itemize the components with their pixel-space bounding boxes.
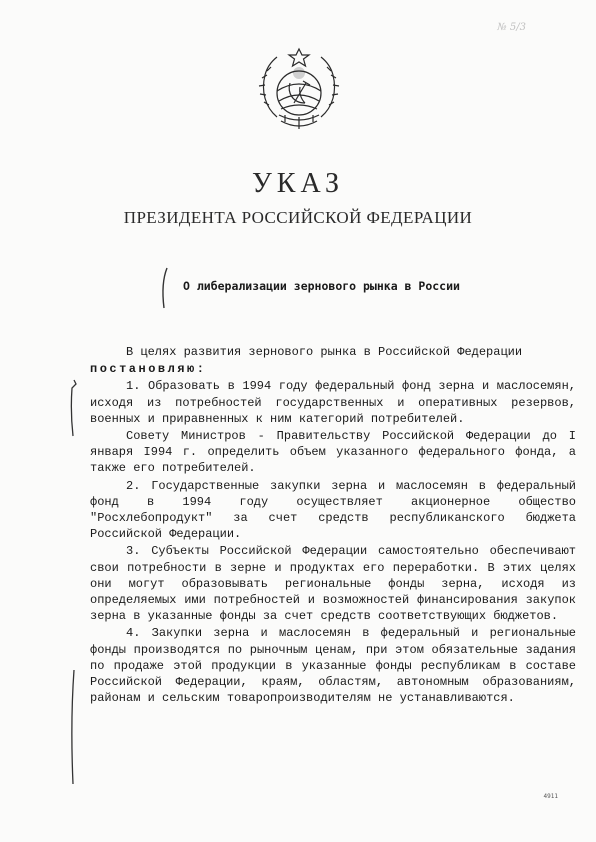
clause-2-paragraph: 2. Государственные закупки зерна и маслосемян в федеральный фонд в 1994 году осуществляет акционерное общество "Росхлебопродукт" за счет средств республиканского бюджета Российской Федерации. (90, 478, 576, 542)
margin-pen-mark-icon (160, 266, 170, 310)
footer-mark: 4911 (543, 793, 558, 800)
preamble-paragraph: В целях развития зернового рынка в Российской Федерации (126, 345, 523, 359)
decree-subtitle: ПРЕЗИДЕНТА РОССИЙСКОЙ ФЕДЕРАЦИИ (123, 208, 473, 227)
clause-1-paragraph: 1. Образовать в 1994 году федеральный фонд зерна и маслосемян, исходя из потребностей государственных и оперативных резервов, военных и приравненных к ним категорий потребителей. (90, 379, 576, 426)
decree-keyword: постановляю: (90, 362, 207, 377)
clause-1-continuation-paragraph: Совету Министров - Правительству Российской Федерации до I января I994 г. определить объем указанного федерального фонда, а также его потребителей. (90, 429, 576, 476)
margin-bracket-mark-icon (68, 378, 78, 438)
decree-body (90, 344, 576, 707)
document-heading: О либерализации зернового рынка в России (183, 279, 460, 293)
clause-4-paragraph: 4. Закупки зерна и маслосемян в федеральный и региональные фонды производятся по рыночным ценам, при этом обязательные задания по продаже этой продукции в указанные фонды республикам в составе Российской Федерации, краям, областям, автономным образованиям, районам и сельским товаропроизводителям не устанавливаются. (90, 626, 576, 706)
coat-of-arms-icon (257, 45, 341, 135)
decree-title: УКАЗ (251, 168, 345, 199)
margin-line-mark-icon (68, 668, 78, 786)
handwritten-page-mark: № 5/3 (497, 22, 526, 33)
clause-3-paragraph: 3. Субъекты Российской Федерации самостоятельно обеспечивают свои потребности в зерне и продуктах его переработки. В этих целях они могут образовывать региональные фонды зерна, исходя из определяемых ими потребностей и возможностей финансирования закупок зерна в указанные фонды за счет средств соответствующих бюджетов. (90, 544, 576, 624)
